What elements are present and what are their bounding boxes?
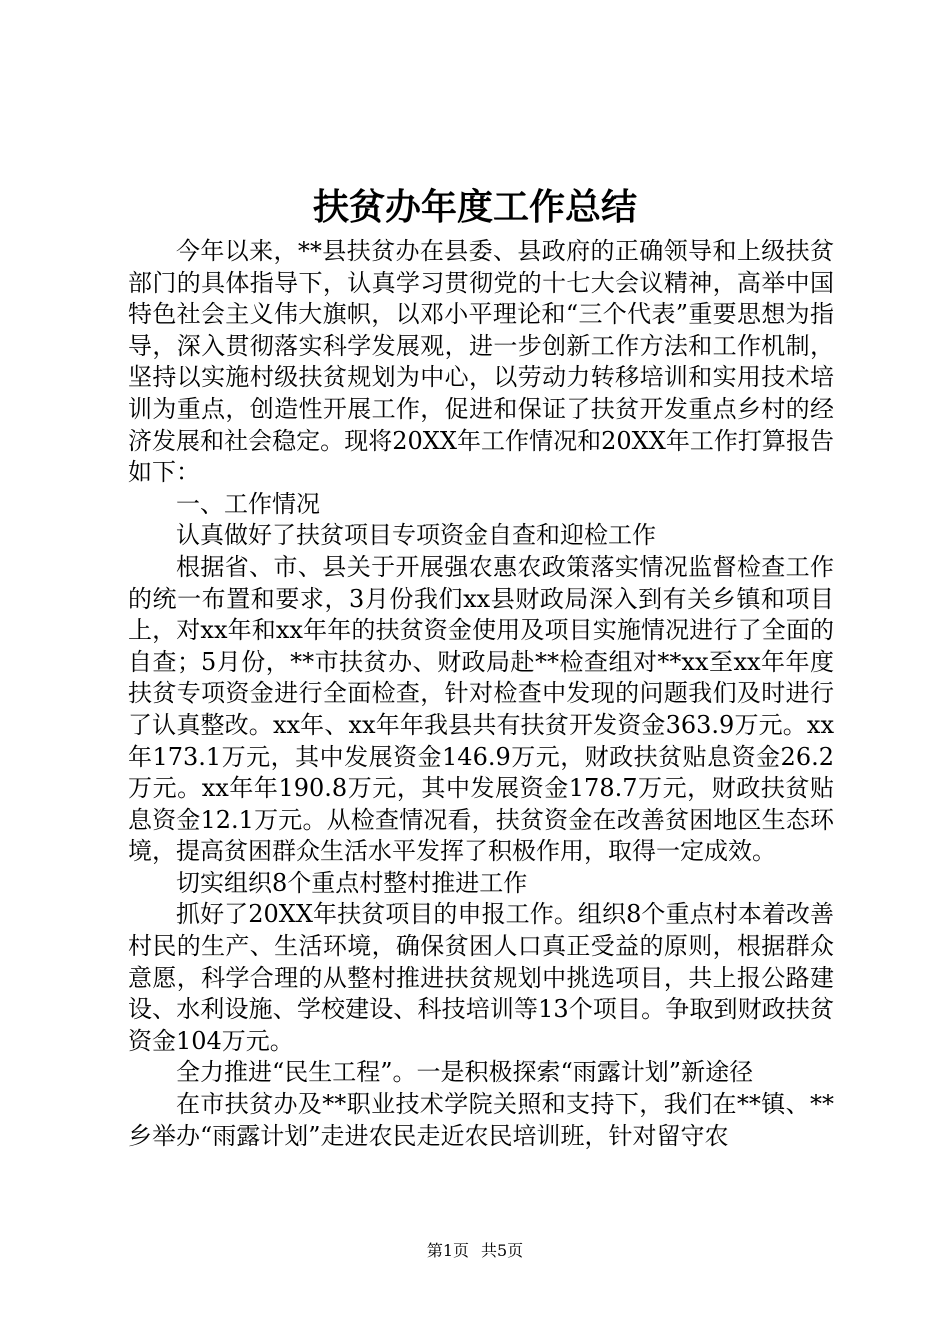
subheading-livelihood-project: 全力推进“民生工程”。一是积极探索“雨露计划”新途径 [176, 1058, 754, 1087]
page-footer [0, 1240, 950, 1262]
paragraph-village-promotion: 抓好了20XX年扶贫项目的申报工作。组织8个重点村本着改善村民的生产、生活环境，确保贫困人口真正受益的原则，根据群众意愿，科学合理的从整村推进扶贫规划中挑选项目，共上报公路建设、水利设施、学校建设、科技培训等13个项目。争取到财政扶贫资金104万元。 [128, 900, 834, 1055]
document-title: 扶贫办年度工作总结 [312, 186, 637, 228]
page-number: 第1页 [426, 1241, 469, 1260]
paragraph-fund-inspection: 根据省、市、县关于开展强农惠农政策落实情况监督检查工作的统一布置和要求，3月份我们xx县财政局深入到有关乡镇和项目上，对xx年和xx年年的扶贫资金使用及项目实施情况进行了全面的自查；5月份，**市扶贫办、财政局赴**检查组对**xx至xx年年度扶贫专项资金进行全面检查，针对检查中发现的问题我们及时进行了认真整改。xx年、xx年年我县共有扶贫开发资金363.9万元。xx年173.1万元，其中发展资金146.9万元，财政扶贫贴息资金26.2万元。xx年年190.8万元，其中发展资金178.7万元，财政扶贫贴息资金12.1万元。从检查情况看，扶贫资金在改善贫困地区生态环境，提高贫困群众生活水平发挥了积极作用，取得一定成效。 [128, 552, 834, 866]
section-heading-work-status: 一、工作情况 [176, 489, 320, 518]
subheading-fund-inspection: 认真做好了扶贫项目专项资金自查和迎检工作 [176, 521, 656, 550]
paragraph-livelihood-project: 在市扶贫办及**职业技术学院关照和支持下，我们在**镇、**乡举办“雨露计划”走进农民走近农民培训班，针对留守农 [128, 1090, 834, 1150]
page-total: 共5页 [481, 1241, 524, 1260]
document-body [128, 236, 834, 1152]
paragraph-intro: 今年以来，**县扶贫办在县委、县政府的正确领导和上级扶贫部门的具体指导下，认真学习贯彻党的十七大会议精神，高举中国特色社会主义伟大旗帜，以邓小平理论和“三个代表”重要思想为指导，深入贯彻落实科学发展观，进一步创新工作方法和工作机制，坚持以实施村级扶贫规划为中心，以劳动力转移培训和实用技术培训为重点，创造性开展工作，促进和保证了扶贫开发重点乡村的经济发展和社会稳定。现将20XX年工作情况和20XX年工作打算报告如下： [128, 237, 834, 487]
subheading-village-promotion: 切实组织8个重点村整村推进工作 [176, 868, 528, 897]
